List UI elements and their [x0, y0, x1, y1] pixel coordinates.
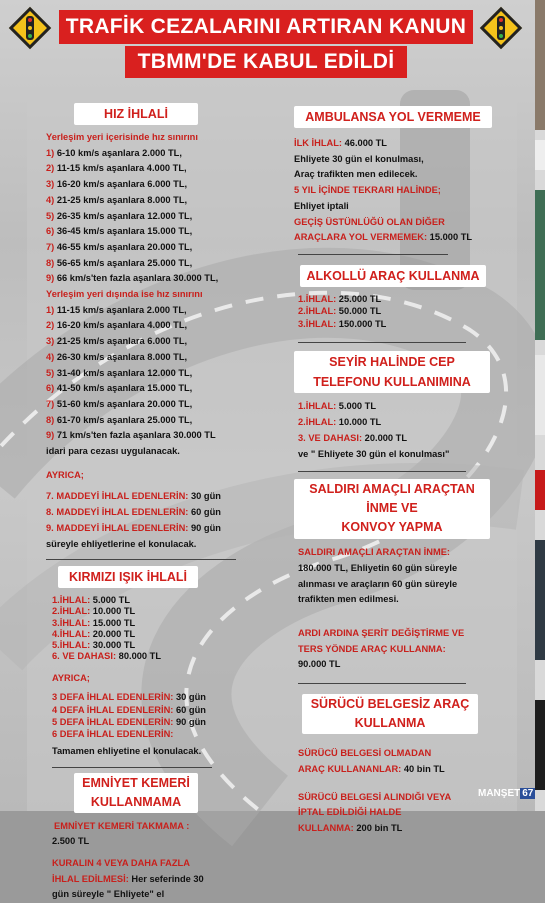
traffic-sign-icon-left: [8, 6, 52, 50]
list-item-label: 6. VE DAHASI:: [52, 651, 117, 662]
list-item-text: 6-10 km/s aşanlara 2.000 TL,: [56, 147, 182, 158]
seatbelt-rule-1: EMNİYET KEMERİ TAKMAMA :: [54, 820, 190, 831]
speed-repeat-list: [46, 489, 286, 536]
seatbelt-rule-4: gün süreyle " Ehliyete" el: [52, 889, 165, 900]
list-item-value: 5.000 TL: [336, 401, 377, 412]
list-item: [298, 293, 499, 306]
speed-tail: süreyle ehliyetlerine el konulacak.: [46, 538, 197, 549]
list-item-label: 4 DEFA İHLAL EDENLERİN:: [52, 704, 174, 715]
red-light-repeat-list: [52, 691, 286, 741]
list-item-number: 9): [46, 273, 57, 284]
list-item-label: 1.İHLAL:: [298, 401, 337, 412]
list-item: [46, 521, 286, 537]
list-item-text: 36-45 km/s aşanlara 15.000 TL,: [56, 226, 193, 237]
list-item: [46, 428, 286, 444]
list-item: [46, 381, 286, 397]
list-item: [298, 415, 499, 431]
list-item-value: 15.000 TL: [90, 617, 136, 628]
ambulance-line-4: 5 YIL İÇİNDE TEKRARI HALİNDE;: [294, 185, 441, 196]
attack-line-6: TERS YÖNDE ARAÇ KULLANMA:: [298, 643, 446, 654]
list-item-number: 8): [46, 257, 57, 268]
ambulance-line-5: Ehliyet iptali: [294, 200, 349, 211]
list-item-value: 60 gün: [188, 507, 221, 518]
list-item-number: 1): [46, 304, 57, 315]
ambulance-line-2: Ehliyete 30 gün el konulması,: [294, 153, 424, 164]
list-item: [298, 318, 499, 331]
seatbelt-rule-3-text: Her seferinde 30: [128, 873, 204, 884]
nolicense-line-5-label: KULLANMA:: [298, 822, 354, 833]
list-item: [46, 318, 286, 334]
nolicense-line-2-text: 40 bin TL: [401, 763, 445, 774]
ambulance-line-7: [294, 230, 499, 246]
list-item-value: 50.000 TL: [336, 306, 382, 317]
ambulance-line-7-label: ARAÇLARA YOL VERMEMEK:: [294, 232, 428, 243]
list-item: [298, 399, 499, 415]
list-item-label: 9. MADDEYİ İHLAL EDENLERİN:: [46, 522, 189, 533]
list-item-number: 3): [46, 336, 57, 347]
red-light-ayrica: AYRICA;: [52, 672, 90, 683]
ambulance-line-1: [294, 136, 499, 152]
list-item: [52, 728, 286, 740]
list-item-label: 4.İHLAL:: [52, 628, 91, 639]
speed-urban-title: Yerleşim yeri içerisinde hız sınırını: [46, 132, 198, 142]
list-item-label: 3.İHLAL:: [298, 318, 337, 329]
list-item-text: 26-35 km/s aşanlara 12.000 TL,: [56, 210, 193, 221]
list-item-number: 5): [46, 210, 57, 221]
seatbelt-value-1: 2.500 TL: [52, 836, 90, 847]
speed-admin-note: idari para cezası uygulanacak.: [46, 446, 180, 457]
list-item: [46, 271, 286, 287]
list-item: [46, 350, 286, 366]
list-item-label: 3.İHLAL:: [52, 617, 91, 628]
list-item: [46, 240, 286, 256]
list-item-number: 8): [46, 414, 57, 425]
list-item-value: 20.000 TL: [362, 432, 408, 443]
list-item: [46, 489, 286, 505]
seatbelt-title: [74, 773, 198, 813]
list-item: [298, 431, 499, 447]
list-item-text: 11-15 km/s aşanlara 4.000 TL,: [56, 163, 187, 174]
phone-tail: ve " Ehliyete 30 gün el konulması": [298, 448, 450, 459]
seatbelt-title-2: KULLANMAMA: [90, 794, 182, 809]
red-light-list: [52, 595, 286, 662]
headline-line-2: TBMM'DE KABUL EDİLDİ: [125, 46, 407, 78]
nolicense-line-1: SÜRÜCÜ BELGESİ OLMADAN: [298, 748, 432, 759]
list-item-number: 5): [46, 367, 57, 378]
phone-title-1: SEYİR HALİNDE CEP: [329, 355, 455, 370]
list-item-value: 80.000 TL: [116, 651, 162, 662]
list-item: [52, 704, 286, 716]
list-item-value: 30.000 TL: [90, 640, 136, 651]
speed-urban-list: [46, 146, 286, 287]
list-item-label: 8. MADDEYİ İHLAL EDENLERİN:: [46, 507, 189, 518]
headline: [59, 8, 473, 78]
list-item-text: 51-60 km/s aşanlara 20.000 TL,: [56, 398, 193, 409]
list-item-number: 4): [46, 351, 57, 362]
list-item: [52, 640, 286, 651]
list-item-label: 1.İHLAL:: [52, 595, 91, 606]
list-item: [46, 146, 286, 162]
list-item-label: 1.İHLAL:: [298, 293, 337, 304]
adjacent-page-strip: [535, 0, 545, 811]
phone-title-2: TELEFONU KULLANIMINA: [313, 375, 471, 390]
list-item-number: 4): [46, 194, 57, 205]
list-item-number: 3): [46, 179, 57, 190]
nolicense-title-1: SÜRÜCÜ BELGESİZ ARAÇ: [310, 697, 470, 712]
list-item-value: 25.000 TL: [336, 293, 382, 304]
list-item: [46, 413, 286, 429]
attack-title-2: İNME VE: [366, 501, 418, 516]
ambulance-title: AMBULANSA YOL VERMEME: [294, 106, 492, 128]
list-item-label: 5 DEFA İHLAL EDENLERİN:: [52, 717, 174, 728]
source-logo: [478, 788, 535, 799]
list-item-text: 71 km/s'ten fazla aşanlara 30.000 TL: [56, 430, 216, 441]
speed-ayrica: AYRICA;: [46, 469, 84, 480]
list-item-text: 16-20 km/s aşanlara 6.000 TL,: [56, 179, 188, 190]
traffic-sign-icon-right: [479, 6, 523, 50]
seatbelt-rule-3-label: İHLAL EDİLMESİ:: [52, 873, 129, 884]
list-item: [52, 691, 286, 703]
nolicense-title-2: KULLANMA: [354, 716, 426, 731]
list-item: [46, 177, 286, 193]
list-item-label: 3 DEFA İHLAL EDENLERİN:: [52, 692, 174, 703]
list-item-text: 16-20 km/s aşanlara 4.000 TL,: [56, 320, 188, 331]
list-item-label: 2.İHLAL:: [298, 306, 337, 317]
list-item-number: 9): [46, 430, 57, 441]
list-item: [298, 305, 499, 318]
nolicense-line-5-text: 200 bin TL: [353, 822, 403, 833]
speed-rural-list: [46, 303, 286, 444]
right-column: [294, 106, 499, 837]
list-item-value: 10.000 TL: [90, 606, 136, 617]
list-item-number: 6): [46, 226, 57, 237]
list-item-value: 60 gün: [173, 704, 206, 715]
red-light-title: KIRMIZI IŞIK İHLALİ: [58, 566, 198, 588]
list-item-text: 46-55 km/s aşanlara 20.000 TL,: [56, 241, 193, 252]
red-light-tail: Tamamen ehliyetine el konulacak.: [52, 745, 202, 756]
attack-title-3: KONVOY YAPMA: [341, 520, 443, 535]
list-item: [46, 505, 286, 521]
source-logo-text: MANŞET: [478, 788, 521, 799]
list-item: [46, 224, 286, 240]
nolicense-line-2: [298, 762, 499, 778]
attack-line-4: trafikten men edilmesi.: [298, 594, 399, 605]
list-item: [46, 334, 286, 350]
attack-title: [294, 479, 490, 539]
list-item-number: 7): [46, 241, 57, 252]
list-item-number: 2): [46, 163, 57, 174]
list-item-number: 6): [46, 383, 57, 394]
list-item-value: 30 gün: [173, 692, 206, 703]
list-item-label: 2.İHLAL:: [298, 417, 337, 428]
list-item-value: 20.000 TL: [90, 628, 136, 639]
list-item-text: 21-25 km/s aşanlara 8.000 TL,: [56, 194, 188, 205]
list-item: [46, 366, 286, 382]
attack-line-3: alınması ve araçların 60 gün süreyle: [298, 578, 458, 589]
list-item-value: 90 gün: [173, 717, 206, 728]
nolicense-line-5: [298, 821, 499, 837]
list-item: [52, 606, 286, 617]
list-item-label: 3. VE DAHASI:: [298, 432, 363, 443]
nolicense-line-4: İPTAL EDİLDİĞİ HALDE: [298, 807, 402, 818]
speed-title: HIZ İHLALİ: [74, 103, 198, 125]
ambulance-line-1-label: İLK İHLAL:: [294, 138, 343, 148]
attack-line-7: 90.000 TL: [298, 659, 341, 670]
list-item-value: 30 gün: [188, 491, 221, 502]
list-item-text: 56-65 km/s aşanlara 25.000 TL,: [56, 257, 193, 268]
seatbelt-title-1: EMNİYET KEMERİ: [82, 775, 190, 790]
list-item-number: 7): [46, 398, 57, 409]
list-item-text: 26-30 km/s aşanlara 8.000 TL,: [56, 351, 188, 362]
headline-line-1: TRAFİK CEZALARINI ARTIRAN KANUN: [59, 10, 473, 44]
list-item-text: 11-15 km/s aşanlara 2.000 TL,: [56, 304, 187, 315]
nolicense-line-2-label: ARAÇ KULLANANLAR:: [298, 763, 402, 774]
list-item-value: 150.000 TL: [336, 318, 387, 329]
list-item: [46, 209, 286, 225]
list-item: [52, 629, 286, 640]
list-item-number: 1): [46, 147, 57, 158]
attack-line-1: SALDIRI AMAÇLI ARAÇTAN İNME:: [298, 547, 451, 558]
attack-title-1: SALDIRI AMAÇLI ARAÇTAN: [309, 482, 475, 497]
list-item: [46, 303, 286, 319]
ambulance-line-1-text: 46.000 TL: [342, 138, 387, 148]
list-item: [52, 618, 286, 629]
ambulance-line-6: GEÇİŞ ÜSTÜNLÜĞÜ OLAN DİĞER: [294, 216, 445, 227]
attack-line-5: ARDI ARDINA ŞERİT DEĞİŞTİRME VE: [298, 628, 465, 639]
list-item: [46, 397, 286, 413]
alcohol-list: [298, 293, 499, 331]
attack-line-2: 180.000 TL, Ehliyetin 60 gün süreyle: [298, 562, 458, 573]
list-item-text: 31-40 km/s aşanlara 12.000 TL,: [56, 367, 193, 378]
speed-rural-title: Yerleşim yeri dışında ise hız sınırını: [46, 289, 203, 300]
seatbelt-rule-3: [52, 872, 286, 888]
ambulance-line-7-text: 15.000 TL: [427, 232, 473, 243]
list-item-label: 2.İHLAL:: [52, 606, 91, 617]
list-item: [52, 651, 286, 662]
list-item-text: 66 km/s'ten fazla aşanlara 30.000 TL,: [56, 273, 219, 284]
ambulance-line-3: Araç trafikten men edilecek.: [294, 169, 418, 180]
alcohol-title: ALKOLLÜ ARAÇ KULLANMA: [300, 265, 486, 287]
list-item-text: 61-70 km/s aşanlara 25.000 TL,: [56, 414, 193, 425]
phone-title: [294, 351, 490, 393]
list-item: [52, 595, 286, 606]
list-item-label: 6 DEFA İHLAL EDENLERİN:: [52, 729, 174, 740]
nolicense-line-3: SÜRÜCÜ BELGESİ ALINDIĞI VEYA: [298, 791, 452, 802]
nolicense-title: [302, 694, 478, 734]
list-item: [46, 193, 286, 209]
list-item-label: 5.İHLAL:: [52, 640, 91, 651]
list-item-number: 2): [46, 320, 57, 331]
phone-list: [298, 399, 499, 446]
seatbelt-rule-2: KURALIN 4 VEYA DAHA FAZLA: [52, 857, 190, 868]
list-item: [52, 716, 286, 728]
source-logo-number: 67: [522, 788, 534, 799]
list-item-value: 90 gün: [188, 522, 221, 533]
list-item-text: 41-50 km/s aşanlara 15.000 TL,: [56, 383, 193, 394]
list-item: [46, 256, 286, 272]
list-item-label: 7. MADDEYİ İHLAL EDENLERİN:: [46, 491, 189, 502]
list-item-value: 5.000 TL: [90, 595, 131, 606]
list-item: [46, 161, 286, 177]
left-column: [46, 103, 286, 903]
list-item-value: 10.000 TL: [336, 417, 382, 428]
list-item-text: 21-25 km/s aşanlara 6.000 TL,: [56, 336, 188, 347]
